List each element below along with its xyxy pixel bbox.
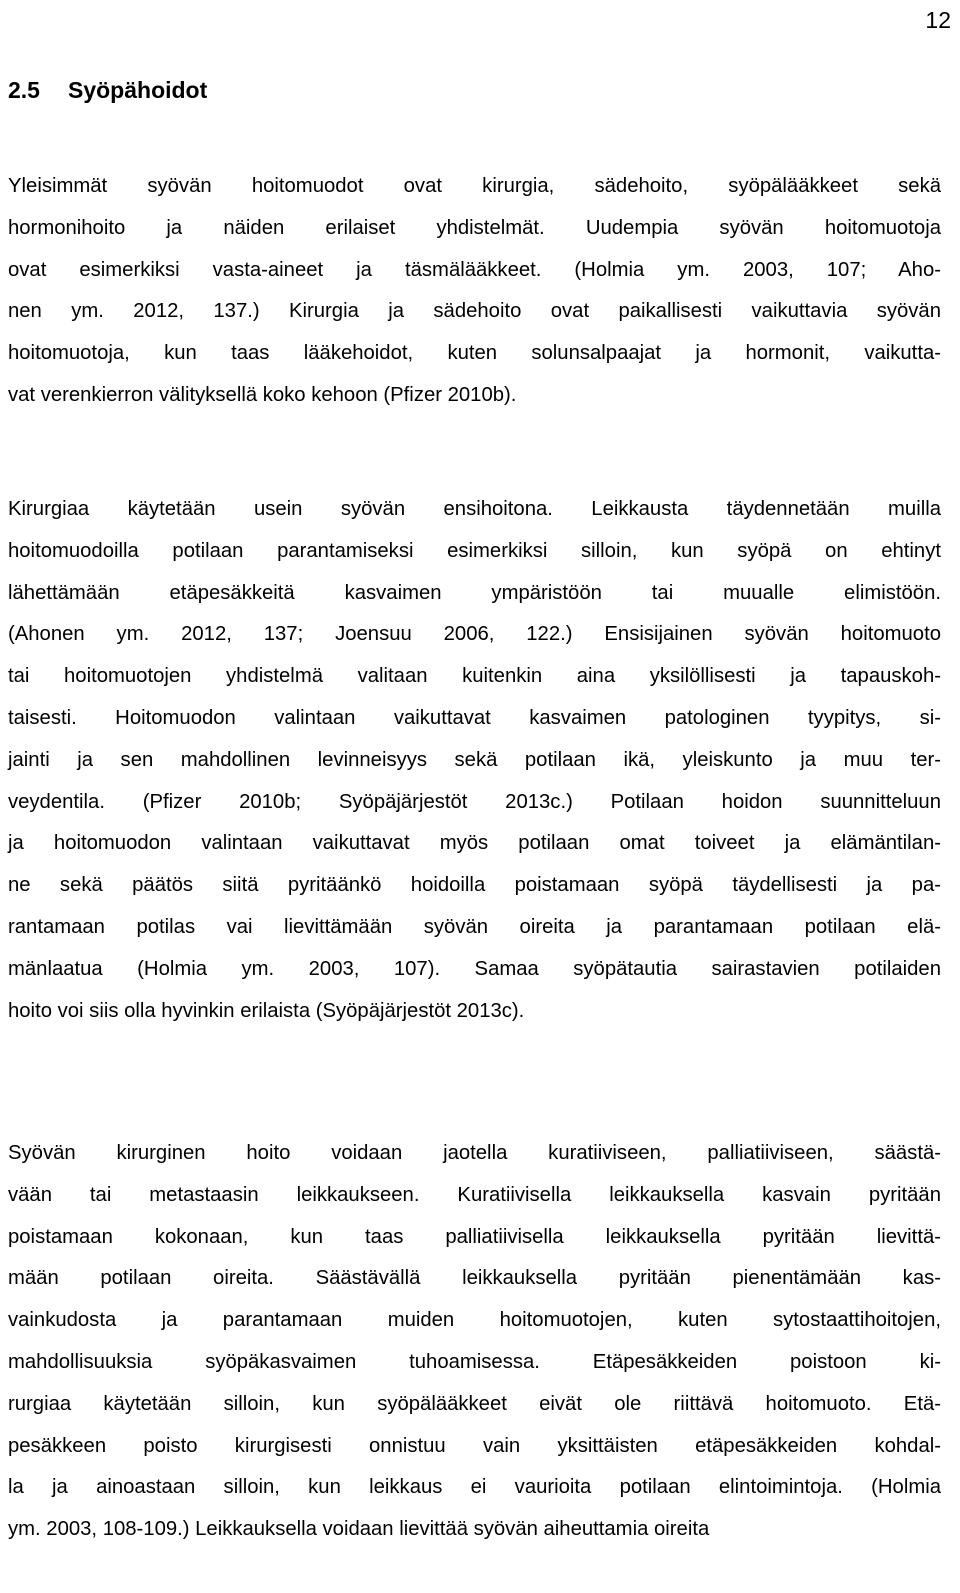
text-line: (Ahonen ym. 2012, 137; Joensuu 2006, 122.) Ensisijainen syövän hoitomuoto xyxy=(8,623,941,646)
text-line: rantamaan potilas vai lievittämään syövän oireita ja parantamaan potilaan elä- xyxy=(8,915,941,938)
text-line: tai hoitomuotojen yhdistelmä valitaan kuitenkin aina yksilöllisesti ja tapauskoh- xyxy=(8,665,941,688)
text-line: vat verenkierron välityksellä koko kehoon (Pfizer 2010b). xyxy=(8,383,517,406)
text-line: mään potilaan oireita. Säästävällä leikkauksella pyritään pienentämään kas- xyxy=(8,1267,941,1290)
text-line: poistamaan kokonaan, kun taas palliatiivisella leikkauksella pyritään lievittä- xyxy=(8,1225,941,1248)
text-line: Yleisimmät syövän hoitomuodot ovat kirurgia, sädehoito, syöpälääkkeet sekä xyxy=(8,175,941,197)
paragraph-surgery-role xyxy=(8,489,941,1032)
text-line: ovat esimerkiksi vasta-aineet ja täsmälääkkeet. (Holmia ym. 2003, 107; Aho- xyxy=(8,258,941,281)
text-line: hoito voi siis olla hyvinkin erilaista (Syöpäjärjestöt 2013c). xyxy=(8,999,525,1022)
text-line: hormonihoito ja näiden erilaiset yhdistelmät. Uudempia syövän hoitomuotoja xyxy=(8,216,941,239)
section-number: 2.5 xyxy=(8,77,40,103)
text-line: hoitomuotoja, kun taas lääkehoidot, kuten solunsalpaajat ja hormonit, vaikutta- xyxy=(8,342,941,365)
text-line: mahdollisuuksia syöpäkasvaimen tuhoamisessa. Etäpesäkkeiden poistoon ki- xyxy=(8,1350,941,1373)
text-line: vään tai metastaasin leikkaukseen. Kuratiivisella leikkauksella kasvain pyritään xyxy=(8,1183,941,1206)
text-line: taisesti. Hoitomuodon valintaan vaikuttavat kasvaimen patologinen tyypitys, si- xyxy=(8,706,941,729)
page-number: 12 xyxy=(925,7,951,33)
text-line: mänlaatua (Holmia ym. 2003, 107). Samaa syöpätautia sairastavien potilaiden xyxy=(8,957,941,980)
text-line: ym. 2003, 108-109.) Leikkauksella voidaan lievittää syövän aiheuttamia oireita xyxy=(8,1518,710,1541)
text-line: hoitomuodoilla potilaan parantamiseksi esimerkiksi silloin, kun syöpä on ehtinyt xyxy=(8,539,941,562)
paragraph-surgical-types xyxy=(8,1133,941,1551)
text-line: jainti ja sen mahdollinen levinneisyys sekä potilaan ikä, yleiskunto ja muu ter- xyxy=(8,748,941,771)
text-line: veydentila. (Pfizer 2010b; Syöpäjärjestöt 2013c.) Potilaan hoidon suunnitteluun xyxy=(8,790,941,813)
paragraph-treatment-overview xyxy=(8,166,941,417)
text-line: nen ym. 2012, 137.) Kirurgia ja sädehoito ovat paikallisesti vaikuttavia syövän xyxy=(8,300,941,323)
text-line: lähettämään etäpesäkkeitä kasvaimen ympäristöön tai muualle elimistöön. xyxy=(8,581,941,604)
section-title: Syöpähoidot xyxy=(68,77,208,103)
text-line: Kirurgiaa käytetään usein syövän ensihoitona. Leikkausta täydennetään muilla xyxy=(8,498,941,520)
section-heading xyxy=(8,74,207,106)
text-line: rurgiaa käytetään silloin, kun syöpälääkkeet eivät ole riittävä hoitomuoto. Etä- xyxy=(8,1392,941,1415)
text-line: pesäkkeen poisto kirurgisesti onnistuu vain yksittäisten etäpesäkkeiden kohdal- xyxy=(8,1434,941,1457)
text-line: ne sekä päätös siitä pyritäänkö hoidoilla poistamaan syöpä täydellisesti ja pa- xyxy=(8,874,941,897)
text-line: la ja ainoastaan silloin, kun leikkaus ei vaurioita potilaan elintoimintoja. (Holmia xyxy=(8,1476,941,1499)
text-line: ja hoitomuodon valintaan vaikuttavat myös potilaan omat toiveet ja elämäntilan- xyxy=(8,832,941,855)
text-line: Syövän kirurginen hoito voidaan jaotella kuratiiviseen, palliatiiviseen, säästä- xyxy=(8,1142,941,1164)
text-line: vainkudosta ja parantamaan muiden hoitomuotojen, kuten sytostaattihoitojen, xyxy=(8,1309,941,1332)
